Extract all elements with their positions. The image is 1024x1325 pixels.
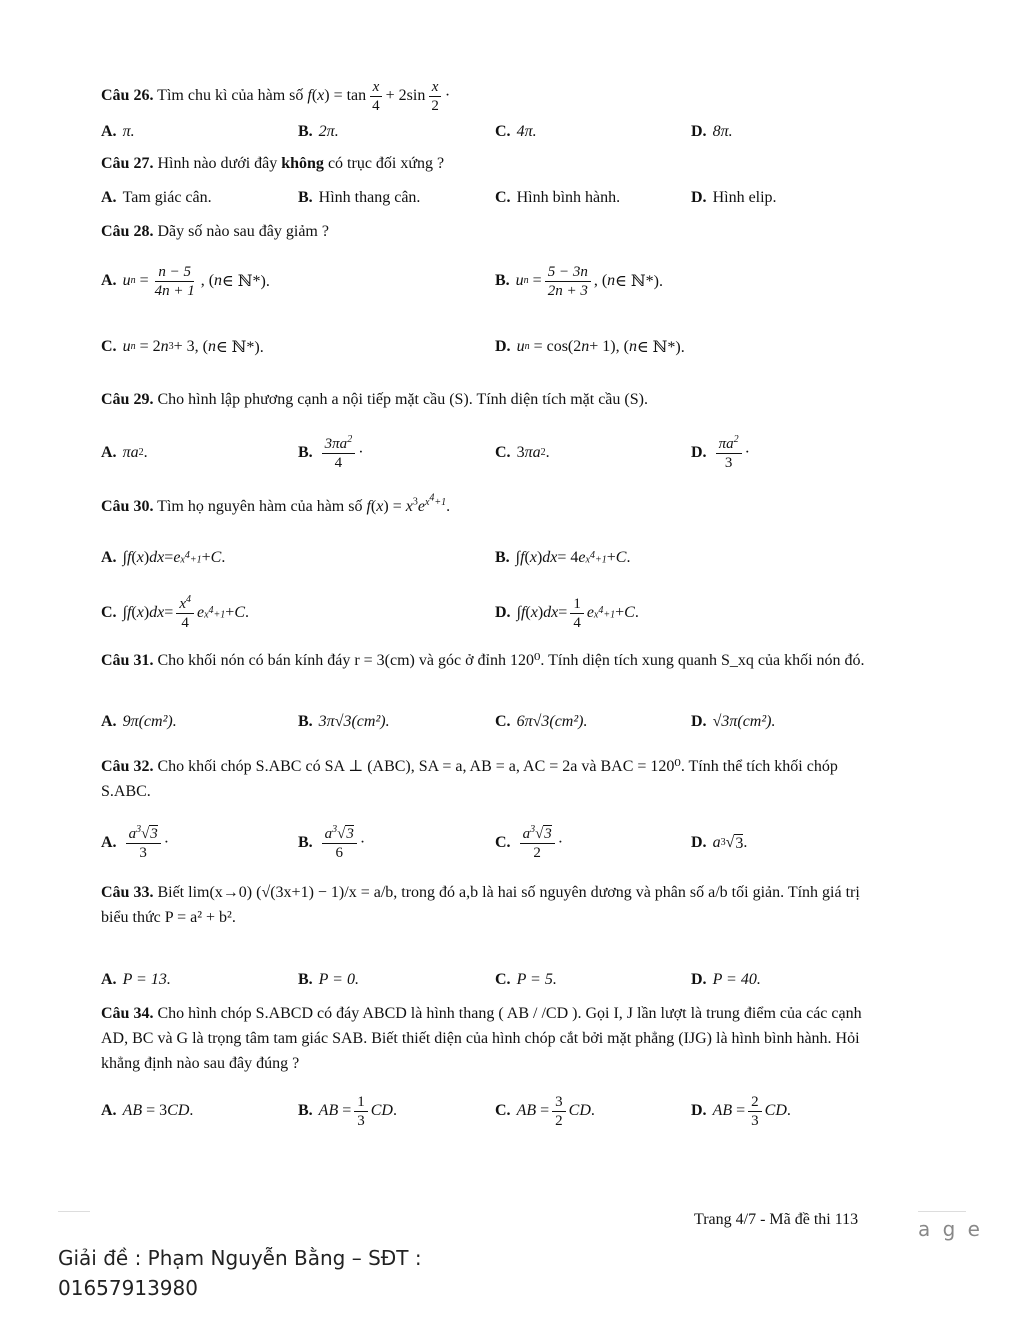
option-c[interactable]: C. 3 πa 2 . — [495, 444, 550, 461]
option-a[interactable]: A. πa 2 . — [101, 444, 148, 461]
option-d[interactable]: D. AB = $\frac{2}{3}$ CD . — [691, 1093, 791, 1129]
option-b[interactable]: B. u n = $\frac{5 - 3n}{2n + 3}$ , ( n ∈ ℕ*). — [495, 263, 663, 299]
option-c[interactable]: C. P = 5. — [495, 971, 557, 988]
option-a[interactable]: A. π. — [101, 123, 135, 140]
option-d[interactable]: D. Hình elip. — [691, 189, 777, 206]
option-b[interactable]: B. ∫ f ( x ) dx = 4 e $x^4+1$ + C . — [495, 549, 631, 566]
options-32 — [101, 820, 901, 866]
options-31 — [101, 702, 901, 742]
option-d[interactable]: D. u n = cos(2 n + 1), ( n ∈ ℕ*). — [495, 338, 685, 356]
question-32: Câu 32. Cho khối chóp S.ABC có SA ⊥ (ABC), SA = a, AB = a, AC = 2a và BAC = 120⁰. Tính thể tích khối chóp S.ABC. — [101, 758, 838, 800]
option-b[interactable]: B. $\frac{a^3√3}{6}$ · — [298, 823, 366, 861]
question-34: Câu 34. Cho hình chóp S.ABCD có đáy ABCD là hình thang ( AB / /CD ). Gọi I, J lần lượt là trung điểm của các cạnh AD, BC và G là trọng tâm tam giác SAB. Biết thiết diện của hình chóp cắt bởi mặt phẳng (IJG) là hình bình hành. Hỏi khẳng định nào sau đây đúng ? — [101, 1005, 862, 1072]
option-a[interactable]: A. 9π(cm²). — [101, 713, 177, 730]
option-c[interactable]: C. ∫ f ( x ) dx = $\frac{x^4}{4}$ e $x^4+1$ + C . — [101, 593, 249, 631]
question-33: Câu 33. Biết lim(x→0) (√(3x+1) − 1)/x = a/b, trong đó a,b là hai số nguyên dương và phân số a/b tối giản. Tính giá trị biểu thức P = a² + b². — [101, 884, 860, 926]
option-a[interactable]: A. P = 13. — [101, 971, 171, 988]
question-28: Câu 28. Dãy số nào sau đây giảm ? — [101, 223, 329, 240]
option-d[interactable]: D. $\frac{\pi a^2}{3}$ · — [691, 433, 750, 471]
option-b[interactable]: B. P = 0. — [298, 971, 359, 988]
option-b[interactable]: B. $\frac{3\pi a^2}{4}$ · — [298, 433, 364, 471]
option-c[interactable]: C. 6π√3(cm²). — [495, 713, 588, 730]
options-27 — [101, 178, 901, 218]
question-label: Câu 26. — [101, 87, 154, 105]
option-b[interactable]: B. Hình thang cân. — [298, 189, 421, 206]
question-27: Câu 27. Hình nào dưới đây không có trục đối xứng ? — [101, 155, 445, 172]
page-word: a g e — [918, 1217, 983, 1241]
option-a[interactable]: A. u n = $\frac{n - 5}{4n + 1}$ , ( n ∈ ℕ*). — [101, 263, 270, 299]
options-29 — [101, 430, 901, 476]
option-d[interactable]: D. a 3 √ 3 . — [691, 834, 748, 852]
options-33 — [101, 960, 901, 1000]
options-34 — [101, 1088, 901, 1134]
options-30-ab — [101, 538, 901, 578]
options-26 — [101, 112, 901, 152]
option-b[interactable]: B. 2π. — [298, 123, 339, 140]
options-28-ab — [101, 258, 901, 304]
question-29: Câu 29. Cho hình lập phương cạnh a nội tiếp mặt cầu (S). Tính diện tích mặt cầu (S). — [101, 391, 648, 408]
option-c[interactable]: C. $\frac{a^3√3}{2}$ · — [495, 823, 564, 861]
option-a[interactable]: A. $\frac{a^3√3}{3}$ · — [101, 823, 170, 861]
option-c[interactable]: C. u n = 2 n 3 + 3, ( n ∈ ℕ*). — [101, 338, 264, 356]
option-b[interactable]: B. 3π√3(cm²). — [298, 713, 390, 730]
footer-divider-right — [918, 1211, 966, 1212]
option-d[interactable]: D. ∫ f ( x ) dx = $\frac{1}{4}$ e $x^4+1$ + C . — [495, 595, 639, 631]
question-text: Tìm chu kì của hàm số — [157, 87, 304, 105]
page-info: Trang 4/7 - Mã đề thi 113 — [694, 1211, 859, 1228]
options-30-cd — [101, 590, 901, 636]
option-a[interactable]: A. ∫ f ( x ) dx = e $x^4+1$ + C . — [101, 549, 226, 566]
option-d[interactable]: D. P = 40. — [691, 971, 761, 988]
option-c[interactable]: C. 4π. — [495, 123, 537, 140]
question-26: Câu 26. Tìm chu kì của hàm số f(x) = tan $\frac{x}{4}$ + 2sin $\frac{x}{2}$ · — [101, 79, 451, 114]
option-d[interactable]: D. 8π. — [691, 123, 733, 140]
option-a[interactable]: A. Tam giác cân. — [101, 189, 212, 206]
option-c[interactable]: C. AB = $\frac{3}{2}$ CD . — [495, 1093, 595, 1129]
author-line: Giải đề : Phạm Nguyễn Bằng – SĐT : 01657913980 — [58, 1246, 422, 1300]
option-a[interactable]: A. AB = 3 CD . — [101, 1102, 194, 1119]
question-30: Câu 30. Tìm họ nguyên hàm của hàm số $f(x) = x^3e^{x^4+1}$. — [101, 492, 451, 515]
question-31: Câu 31. Cho khối nón có bán kính đáy r = 3(cm) và góc ở đỉnh 120⁰. Tính diện tích xung quanh S_xq của khối nón đó. — [101, 652, 865, 669]
option-b[interactable]: B. AB = $\frac{1}{3}$ CD . — [298, 1093, 397, 1129]
options-28-cd — [101, 327, 901, 367]
option-c[interactable]: C. Hình bình hành. — [495, 189, 621, 206]
footer-divider-left — [58, 1211, 90, 1212]
option-d[interactable]: D. √3π(cm²). — [691, 713, 776, 730]
